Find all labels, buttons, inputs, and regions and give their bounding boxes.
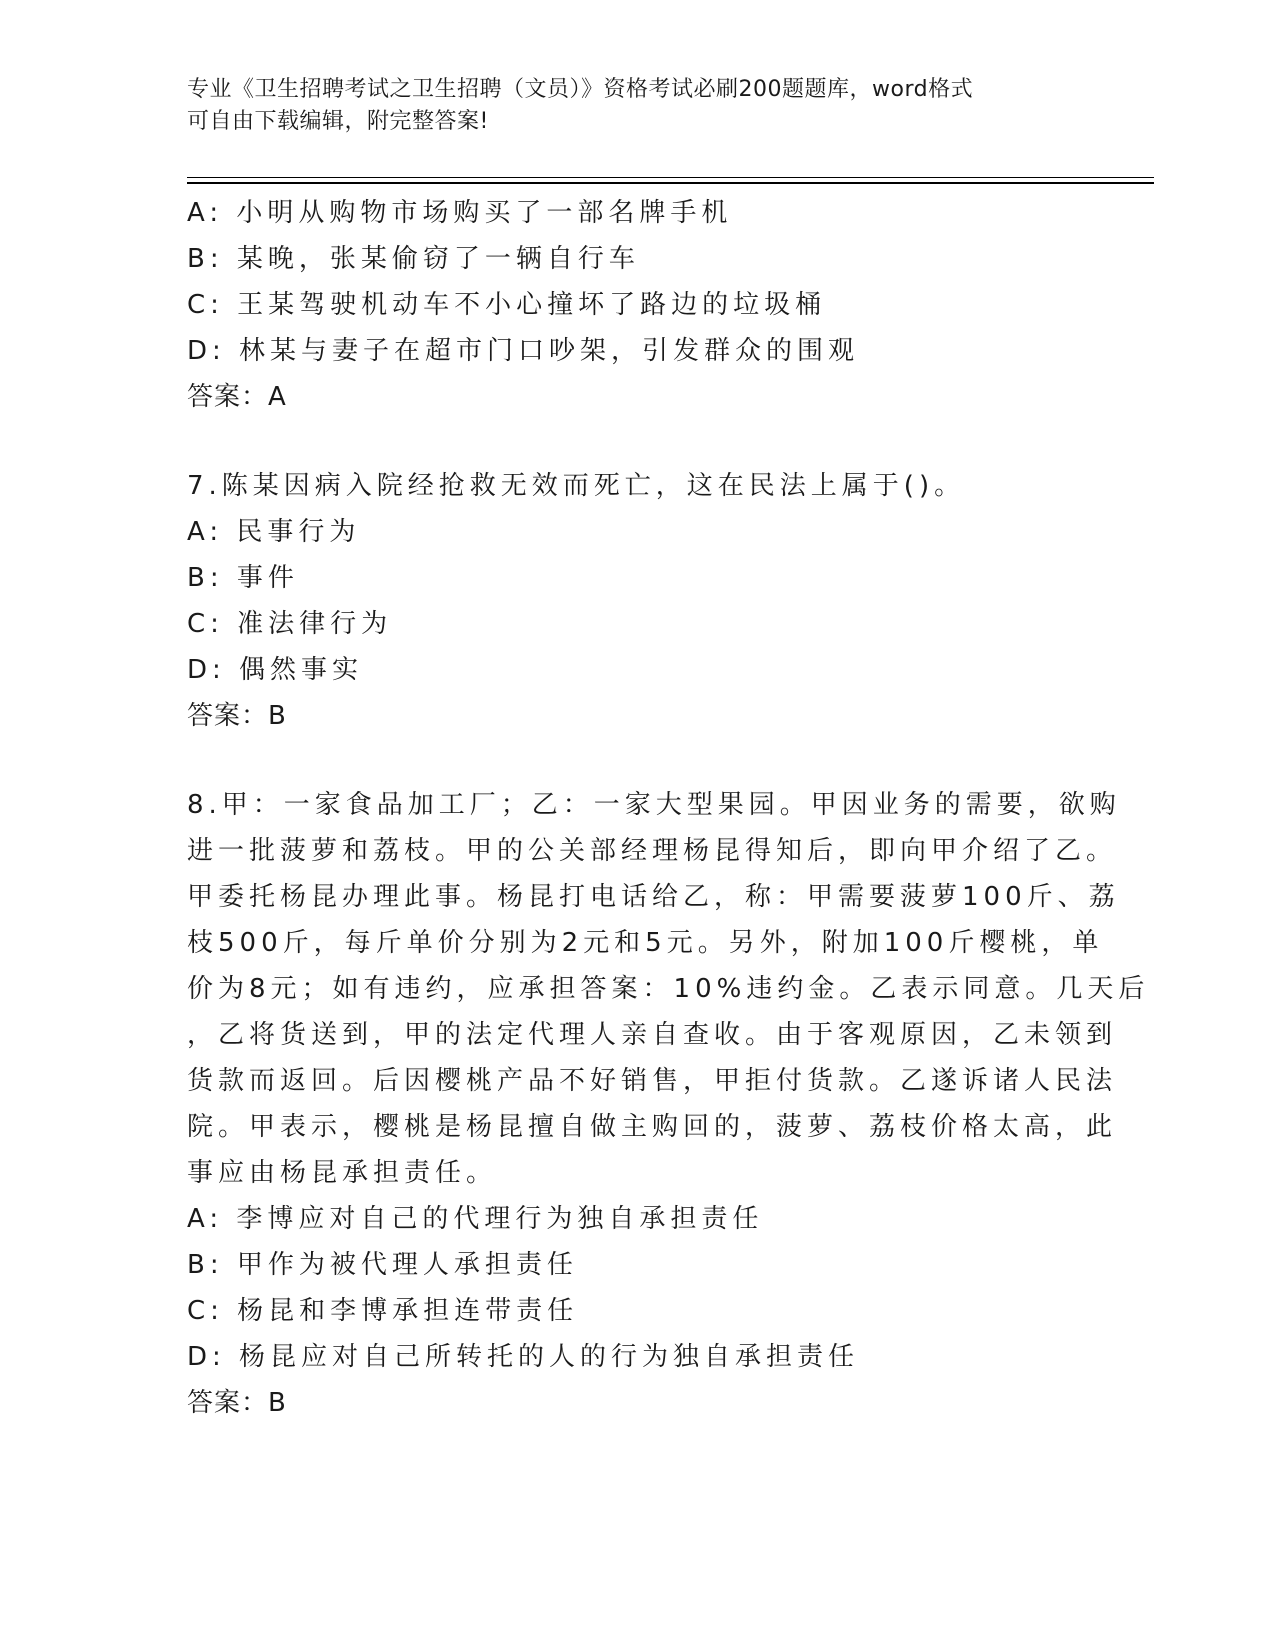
option-a: A: 李博应对自己的代理行为独自承担责任 <box>187 1204 764 1234</box>
header-line-1: 专业《卫生招聘考试之卫生招聘（文员）》资格考试必刷200题题库，word格式 <box>187 77 974 102</box>
question-stem-line: 事应由杨昆承担责任。 <box>187 1158 498 1188</box>
question-stem-line: 货款而返回。后因樱桃产品不好销售，甲拒付货款。乙遂诉诸人民法 <box>187 1066 1118 1096</box>
question-stem-line: 甲委托杨昆办理此事。杨昆打电话给乙，称：甲需要菠萝100斤、荔 <box>187 882 1120 912</box>
question-7-block <box>187 463 1067 739</box>
question-stem-line: 8.甲：一家食品加工厂；乙：一家大型果园。甲因业务的需要，欲购 <box>187 790 1121 820</box>
header-divider-thick <box>187 182 1154 184</box>
spacer <box>187 739 1067 782</box>
question-6-block <box>187 190 1067 420</box>
option-b: B: 甲作为被代理人承担责任 <box>187 1250 578 1280</box>
option-a: A: 民事行为 <box>187 517 361 547</box>
option-c: C: 准法律行为 <box>187 609 393 639</box>
answer: 答案：B <box>187 701 287 731</box>
spacer <box>187 420 1067 463</box>
option-b: B: 某晚，张某偷窃了一辆自行车 <box>187 244 640 274</box>
answer: 答案：B <box>187 1388 287 1418</box>
option-a: A: 小明从购物市场购买了一部名牌手机 <box>187 198 733 228</box>
question-stem-line: ，乙将货送到，甲的法定代理人亲自查收。由于客观原因，乙未领到 <box>187 1020 1118 1050</box>
question-stem-line: 进一批菠萝和荔枝。甲的公关部经理杨昆得知后，即向甲介绍了乙。 <box>187 836 1118 866</box>
header-divider-thin <box>187 177 1154 178</box>
question-stem: 7.陈某因病入院经抢救无效而死亡，这在民法上属于()。 <box>187 471 966 501</box>
question-stem-line: 价为8元；如有违约，应承担答案：10%违约金。乙表示同意。几天后 <box>187 974 1150 1004</box>
question-8-block <box>187 782 1150 1426</box>
question-stem-line: 枝500斤，每斤单价分别为2元和5元。另外，附加100斤樱桃，单 <box>187 928 1104 958</box>
header-line-2: 可自由下载编辑，附完整答案! <box>187 109 489 134</box>
question-stem-line: 院。甲表示，樱桃是杨昆擅自做主购回的，菠萝、荔枝价格太高，此 <box>187 1112 1118 1142</box>
document-header <box>187 74 1067 138</box>
option-d: D: 林某与妻子在超市门口吵架，引发群众的围观 <box>187 336 860 366</box>
option-c: C: 杨昆和李博承担连带责任 <box>187 1296 579 1326</box>
option-d: D: 杨昆应对自己所转托的人的行为独自承担责任 <box>187 1342 860 1372</box>
answer: 答案：A <box>187 382 287 412</box>
option-c: C: 王某驾驶机动车不小心撞坏了路边的垃圾桶 <box>187 290 827 320</box>
option-b: B: 事件 <box>187 563 299 593</box>
document-body <box>187 190 1150 1426</box>
option-d: D: 偶然事实 <box>187 655 364 685</box>
